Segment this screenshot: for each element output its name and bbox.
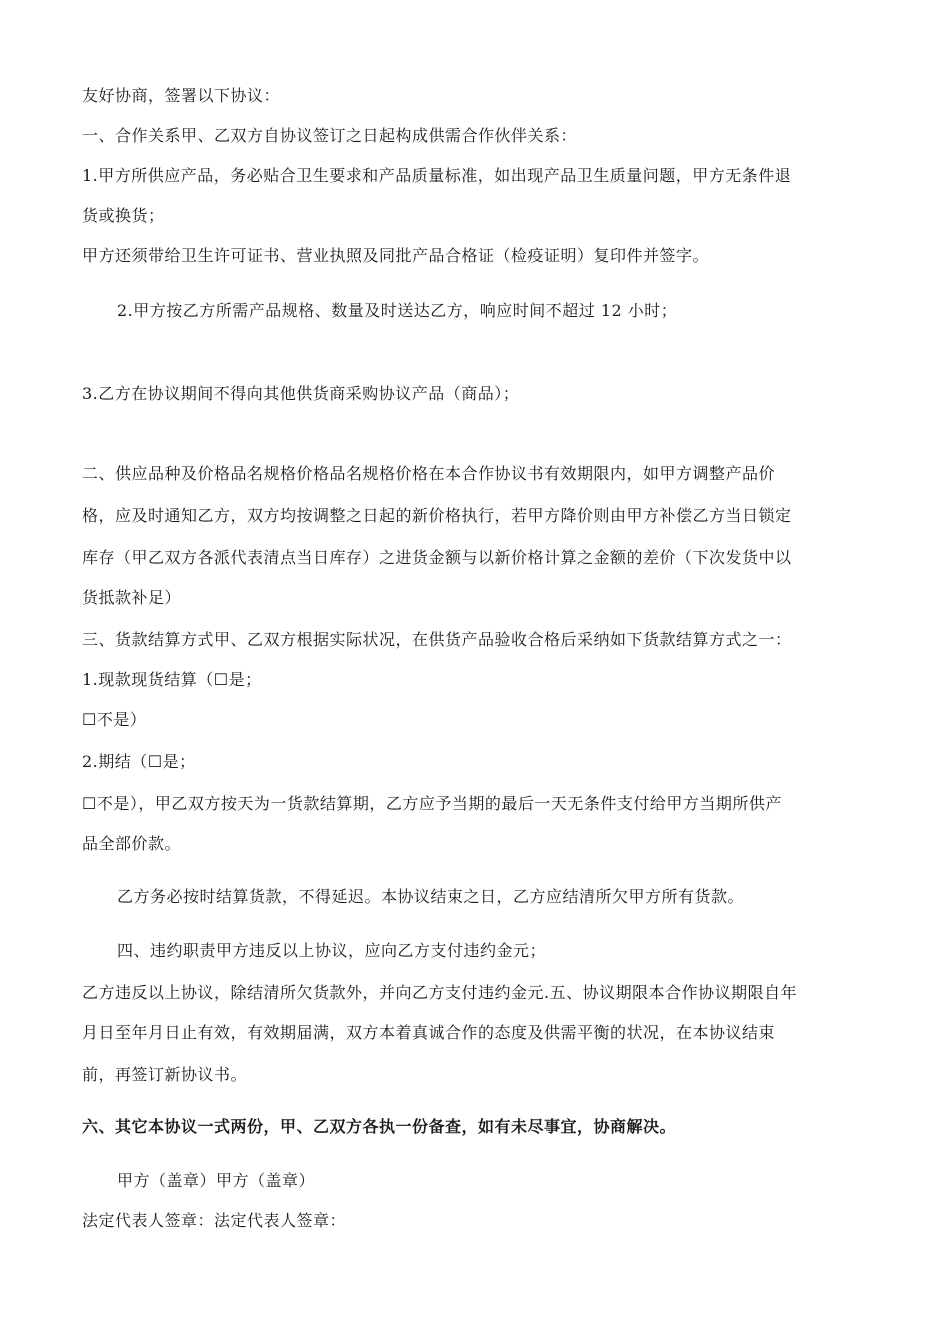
text-line-clause-1-1-extra: 甲方还须带给卫生许可证书、营业执照及同批产品合格证（检疫证明）复印件并签字。	[82, 246, 710, 265]
signature-party-line: 甲方（盖章）甲方（盖章）	[117, 1171, 316, 1190]
text-line-payment-deadline: 乙方务必按时结算货款，不得延迟。本协议结束之日，乙方应结清所欠甲方所有货款。	[117, 887, 745, 906]
text-line-intro: 友好协商，签署以下协议：	[82, 86, 281, 105]
signature-representative-line: 法定代表人签章：法定代表人签章：	[82, 1211, 347, 1230]
text-line-section-4-cont-1: 乙方违反以上协议，除结清所欠货款外，并向乙方支付违约金元.五、协议期限本合作协议期限自年	[82, 983, 798, 1002]
text-line-option-2: 2.期结（☐是；	[82, 752, 196, 771]
section-heading-6: 六、其它本协议一式两份，甲、乙双方各执一份备查，如有未尽事宜，协商解决。	[82, 1117, 677, 1136]
text-line-option-2-cont: 品全部价款。	[82, 834, 182, 853]
text-line-option-1-no: ☐不是）	[82, 710, 147, 729]
section-heading-4: 四、违约职责甲方违反以上协议，应向乙方支付违约金元；	[117, 941, 547, 960]
section-heading-2: 二、供应品种及价格品名规格价格品名规格价格在本合作协议书有效期限内，如甲方调整产品价	[82, 464, 776, 483]
text-line-clause-1-3: 3.乙方在协议期间不得向其他供货商采购协议产品（商品）；	[82, 384, 520, 403]
text-line-clause-1-1: 1.甲方所供应产品，务必贴合卫生要求和产品质量标准，如出现产品卫生质量问题，甲方无条件退	[82, 166, 792, 185]
text-line-option-2-no: ☐不是），甲乙双方按天为一货款结算期，乙方应予当期的最后一天无条件支付给甲方当期所供产	[82, 794, 782, 813]
section-heading-3: 三、货款结算方式甲、乙双方根据实际状况，在供货产品验收合格后采纳如下货款结算方式之一：	[82, 630, 792, 649]
text-line-section-2-cont-2: 库存（甲乙双方各派代表清点当日库存）之进货金额与以新价格计算之金额的差价（下次发货中以	[82, 548, 792, 567]
text-line-section-2-cont-1: 格，应及时通知乙方，双方均按调整之日起的新价格执行，若甲方降价则由甲方补偿乙方当日锁定	[82, 506, 792, 525]
text-line-option-1: 1.现款现货结算（☐是；	[82, 670, 262, 689]
text-line-clause-1-2: 2.甲方按乙方所需产品规格、数量及时送达乙方，响应时间不超过 12 小时；	[117, 301, 678, 320]
text-line-clause-1-1-cont: 货或换货；	[82, 206, 165, 225]
text-line-section-4-cont-3: 前，再签订新协议书。	[82, 1065, 248, 1084]
text-line-section-2-cont-3: 货抵款补足）	[82, 588, 182, 607]
text-line-section-4-cont-2: 月日至年月日止有效，有效期届满，双方本着真诚合作的态度及供需平衡的状况，在本协议结束	[82, 1023, 776, 1042]
section-heading-1: 一、合作关系甲、乙双方自协议签订之日起构成供需合作伙伴关系：	[82, 126, 578, 145]
